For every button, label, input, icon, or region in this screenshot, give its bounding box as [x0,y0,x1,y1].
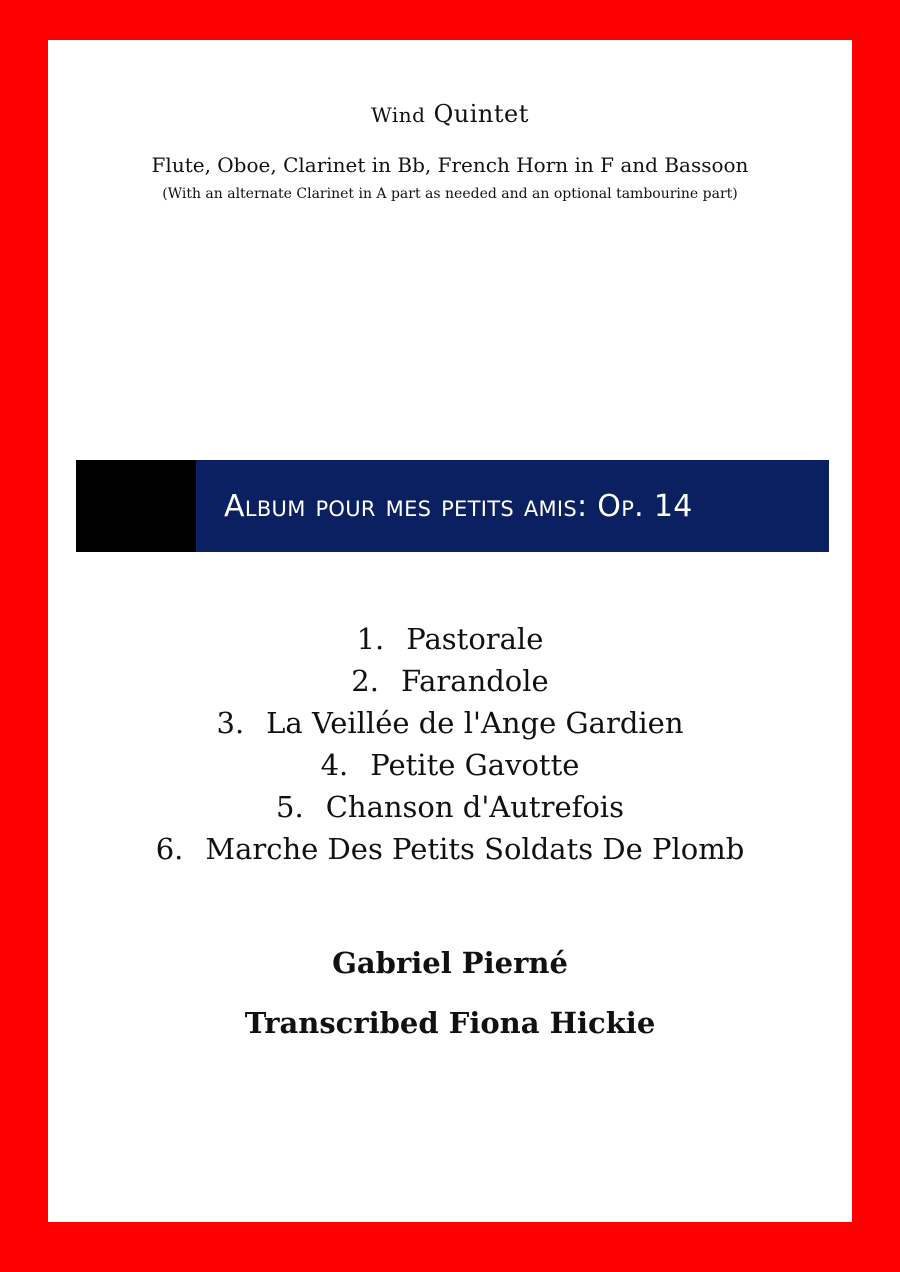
score-cover-page [48,40,852,1222]
movement-title: Marche Des Petits Soldats De Plomb [205,832,745,866]
ensemble-word-quintet: Quintet [433,100,529,128]
movement-title: Petite Gavotte [370,748,580,782]
movement-number: 6. [155,832,184,866]
composer-name: Gabriel Pierné [332,946,568,980]
movement-title: Farandole [400,664,549,698]
banner-black-block [76,460,196,552]
instrumentation: Flute, Oboe, Clarinet in Bb, French Horn in F and Bassoon [151,153,749,177]
movement-title: La Veillée de l'Ange Gardien [266,706,684,740]
ensemble-word-wind: Wind [371,103,426,127]
movement-title: Chanson d'Autrefois [325,790,624,824]
movement-item [48,618,852,660]
movement-item [48,786,852,828]
movement-list [48,618,852,870]
movement-number: 5. [276,790,304,824]
movement-item [48,660,852,702]
arranger-credit: Transcribed Fiona Hickie [244,1006,656,1040]
movement-item [48,744,852,786]
album-title-banner [196,460,829,552]
movement-number: 1. [356,622,385,656]
album-title: Album pour mes petits amis: Op. 14 [224,488,693,524]
movement-item [48,828,852,870]
movement-number: 2. [351,664,379,698]
movement-number: 3. [216,706,245,740]
instrumentation-note: (With an alternate Clarinet in A part as needed and an optional tambourine part) [162,186,738,202]
movement-title: Pastorale [406,622,544,656]
movement-item [48,702,852,744]
ensemble-heading [48,100,852,128]
movement-number: 4. [320,748,349,782]
